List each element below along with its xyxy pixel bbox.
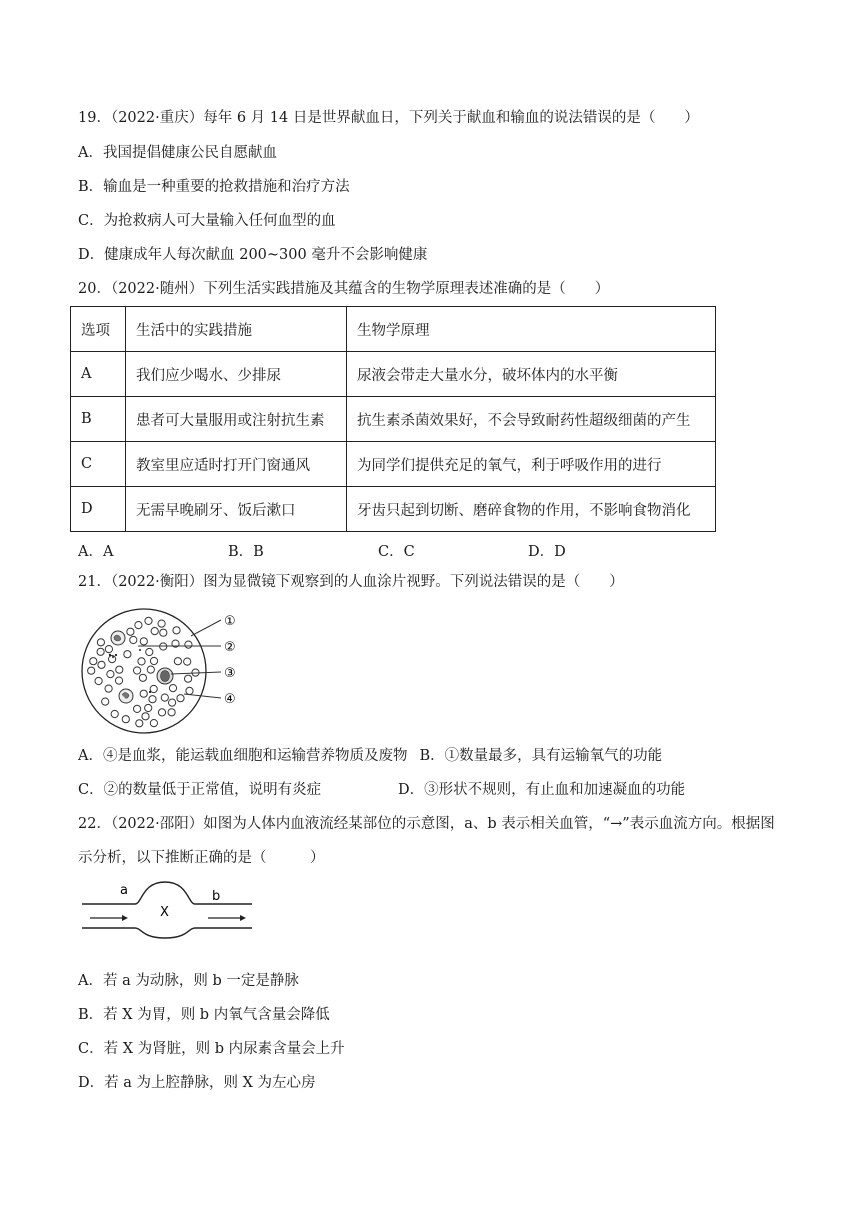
label-1: ① (224, 614, 236, 629)
q21-option-c: C．②的数量低于正常值，说明有炎症 (78, 782, 322, 798)
q22-option-a: A．若 a 为动脉，则 b 一定是静脉 (78, 973, 299, 989)
white-blood-cell (157, 668, 173, 684)
white-blood-cell (111, 631, 125, 645)
table-cell: 我们应少喝水、少排尿 (126, 352, 347, 397)
table-cell: 牙齿只起到切断、磨碎食物的作用，不影响食物消化 (347, 487, 716, 532)
q22-stem-line2: 示分析，以下推断正确的是（ ） (78, 850, 325, 866)
table-cell: 为同学们提供充足的氧气，利于呼吸作用的进行 (347, 442, 716, 487)
q20-answer-b: B．B (228, 544, 264, 560)
table-cell: A (71, 352, 126, 397)
q19-option-a: A．我国提倡健康公民自愿献血 (78, 145, 277, 161)
q21-stem: 21．（2022·衡阳）图为显微镜下观察到的人血涂片视野。下列说法错误的是（ ） (78, 574, 624, 590)
q19-option-c: C．为抢救病人可大量输入任何血型的血 (78, 213, 336, 229)
table-row (71, 487, 716, 532)
table-row (71, 397, 716, 442)
label-4: ④ (224, 692, 236, 707)
table-cell: 患者可大量服用或注射抗生素 (126, 397, 347, 442)
label-3: ③ (224, 666, 236, 681)
q19-stem: 19．（2022·重庆）每年 6 月 14 日是世界献血日，下列关于献血和输血的说法错误的是（ ） (78, 110, 699, 126)
table-cell: 尿液会带走大量水分，破坏体内的水平衡 (347, 352, 716, 397)
q22-stem-line1: 22．（2022·邵阳）如图为人体内血液流经某部位的示意图，a、b 表示相关血管，“→”表示血流方向。根据图 (78, 816, 775, 832)
table-cell: 无需早晚刷牙、饭后漱口 (126, 487, 347, 532)
q20-answers (78, 542, 566, 562)
q19-option-b: B．输血是一种重要的抢救措施和治疗方法 (78, 179, 350, 195)
table-header-cell: 选项 (71, 307, 126, 352)
table-cell: C (71, 442, 126, 487)
label-a: a (120, 883, 128, 898)
white-blood-cell (119, 689, 133, 703)
table-cell: D (71, 487, 126, 532)
q21-option-a: A．④是血浆，能运载血细胞和运输营养物质及废物 (78, 748, 408, 764)
q22-option-c: C．若 X 为肾脏，则 b 内尿素含量会上升 (78, 1041, 345, 1057)
q20-answer-a: A．A (78, 544, 114, 560)
q20-answer-c: C．C (378, 544, 415, 560)
q20-answer-d: D．D (528, 544, 566, 560)
table-cell: 教室里应适时打开门窗通风 (126, 442, 347, 487)
flow-arrow-out (208, 915, 246, 921)
q20-stem: 20．（2022·随州）下列生活实践措施及其蕴含的生物学原理表述准确的是（ ） (78, 281, 610, 297)
table-header-row (71, 307, 716, 352)
q21-options-row2 (78, 780, 685, 800)
q22-option-d: D．若 a 为上腔静脉，则 X 为左心房 (78, 1075, 316, 1091)
table-row (71, 352, 716, 397)
q19-option-d: D．健康成年人每次献血 200~300 毫升不会影响健康 (78, 247, 428, 263)
q21-options-row1 (78, 746, 662, 766)
label-2: ② (224, 640, 236, 655)
q20-table (70, 306, 716, 532)
q22-option-b: B．若 X 为胃，则 b 内氧气含量会降低 (78, 1007, 330, 1023)
table-header-cell: 生物学原理 (347, 307, 716, 352)
table-cell: B (71, 397, 126, 442)
q21-option-d: D．③形状不规则，有止血和加速凝血的功能 (398, 782, 686, 798)
blood-smear-diagram (76, 606, 246, 736)
table-header-cell: 生活中的实践措施 (126, 307, 347, 352)
table-row (71, 442, 716, 487)
table-cell: 抗生素杀菌效果好，不会导致耐药性超级细菌的产生 (347, 397, 716, 442)
flow-arrow-in (90, 915, 128, 921)
label-x: X (160, 905, 169, 920)
blood-flow-diagram (80, 878, 260, 940)
label-b: b (212, 889, 221, 904)
q21-option-b: B．①数量最多，具有运输氧气的功能 (419, 748, 663, 764)
